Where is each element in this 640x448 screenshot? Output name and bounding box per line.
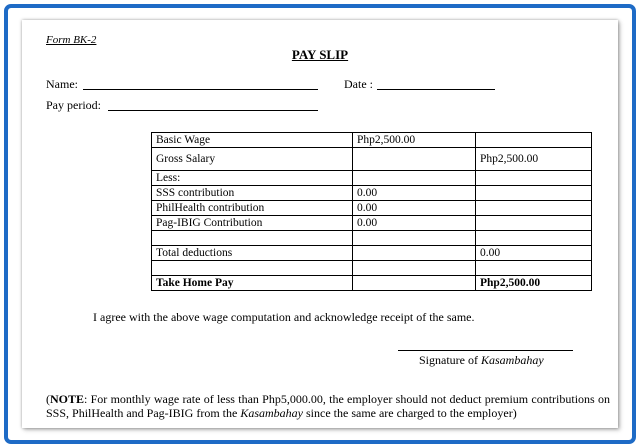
table-row <box>152 186 592 201</box>
table-row <box>152 246 592 261</box>
note-paragraph <box>46 392 610 420</box>
empty-cell <box>353 246 476 261</box>
note-part2: since the same are charged to the employer) <box>303 406 517 420</box>
signature-role: Kasambahay <box>481 353 544 367</box>
table-row <box>152 201 592 216</box>
gross-salary-amount <box>353 148 476 171</box>
empty-cell <box>353 276 476 291</box>
total-deductions-value: 0.00 <box>476 246 592 261</box>
gross-salary-total: Php2,500.00 <box>476 148 592 171</box>
name-field-line[interactable] <box>83 89 318 90</box>
agreement-text: I agree with the above wage computation and acknowledge receipt of the same. <box>93 310 475 324</box>
note-bold: NOTE <box>50 392 85 406</box>
page-title: PAY SLIP <box>291 47 349 62</box>
gross-salary-label: Gross Salary <box>152 148 353 171</box>
note-part1: : For monthly wage rate of less than Php5,000.00, the employer should not deduct premium contributions on SSS, PhilHealth and Pag-IBIG from the <box>46 392 610 420</box>
empty-cell <box>152 261 353 276</box>
signature-line[interactable] <box>398 350 573 351</box>
pagibig-label: Pag-IBIG Contribution <box>152 216 353 231</box>
empty-cell <box>476 231 592 246</box>
less-label: Less: <box>152 171 353 186</box>
empty-cell <box>476 216 592 231</box>
sss-label: SSS contribution <box>152 186 353 201</box>
basic-wage-label: Basic Wage <box>152 133 353 148</box>
pay-period-label: Pay period: <box>46 98 101 112</box>
pagibig-amount: 0.00 <box>353 216 476 231</box>
sss-amount: 0.00 <box>353 186 476 201</box>
table-row <box>152 148 592 171</box>
date-field-line[interactable] <box>377 89 495 90</box>
total-deductions-label: Total deductions <box>152 246 353 261</box>
basic-wage-total <box>476 133 592 148</box>
blue-frame <box>4 4 636 444</box>
philhealth-amount: 0.00 <box>353 201 476 216</box>
table-row <box>152 133 592 148</box>
table-row <box>152 231 592 246</box>
table-row <box>152 216 592 231</box>
take-home-value: Php2,500.00 <box>476 276 592 291</box>
name-label: Name: <box>46 77 78 91</box>
note-italic: Kasambahay <box>240 406 303 420</box>
philhealth-label: PhilHealth contribution <box>152 201 353 216</box>
empty-cell <box>476 201 592 216</box>
signature-prefix: Signature of <box>419 353 481 367</box>
empty-cell <box>476 171 592 186</box>
pay-slip-document <box>22 20 618 428</box>
empty-cell <box>353 231 476 246</box>
empty-cell <box>353 261 476 276</box>
table-row <box>152 171 592 186</box>
form-code: Form BK-2 <box>46 34 97 46</box>
empty-cell <box>152 231 353 246</box>
basic-wage-amount: Php2,500.00 <box>353 133 476 148</box>
take-home-label: Take Home Pay <box>152 276 353 291</box>
note-open-paren: ( <box>46 392 50 406</box>
pay-period-field-line[interactable] <box>108 110 318 111</box>
empty-cell <box>353 171 476 186</box>
wage-table <box>151 132 592 291</box>
table-row <box>152 261 592 276</box>
empty-cell <box>476 186 592 201</box>
empty-cell <box>476 261 592 276</box>
signature-caption <box>419 353 544 368</box>
table-row <box>152 276 592 291</box>
date-label: Date : <box>344 77 373 91</box>
